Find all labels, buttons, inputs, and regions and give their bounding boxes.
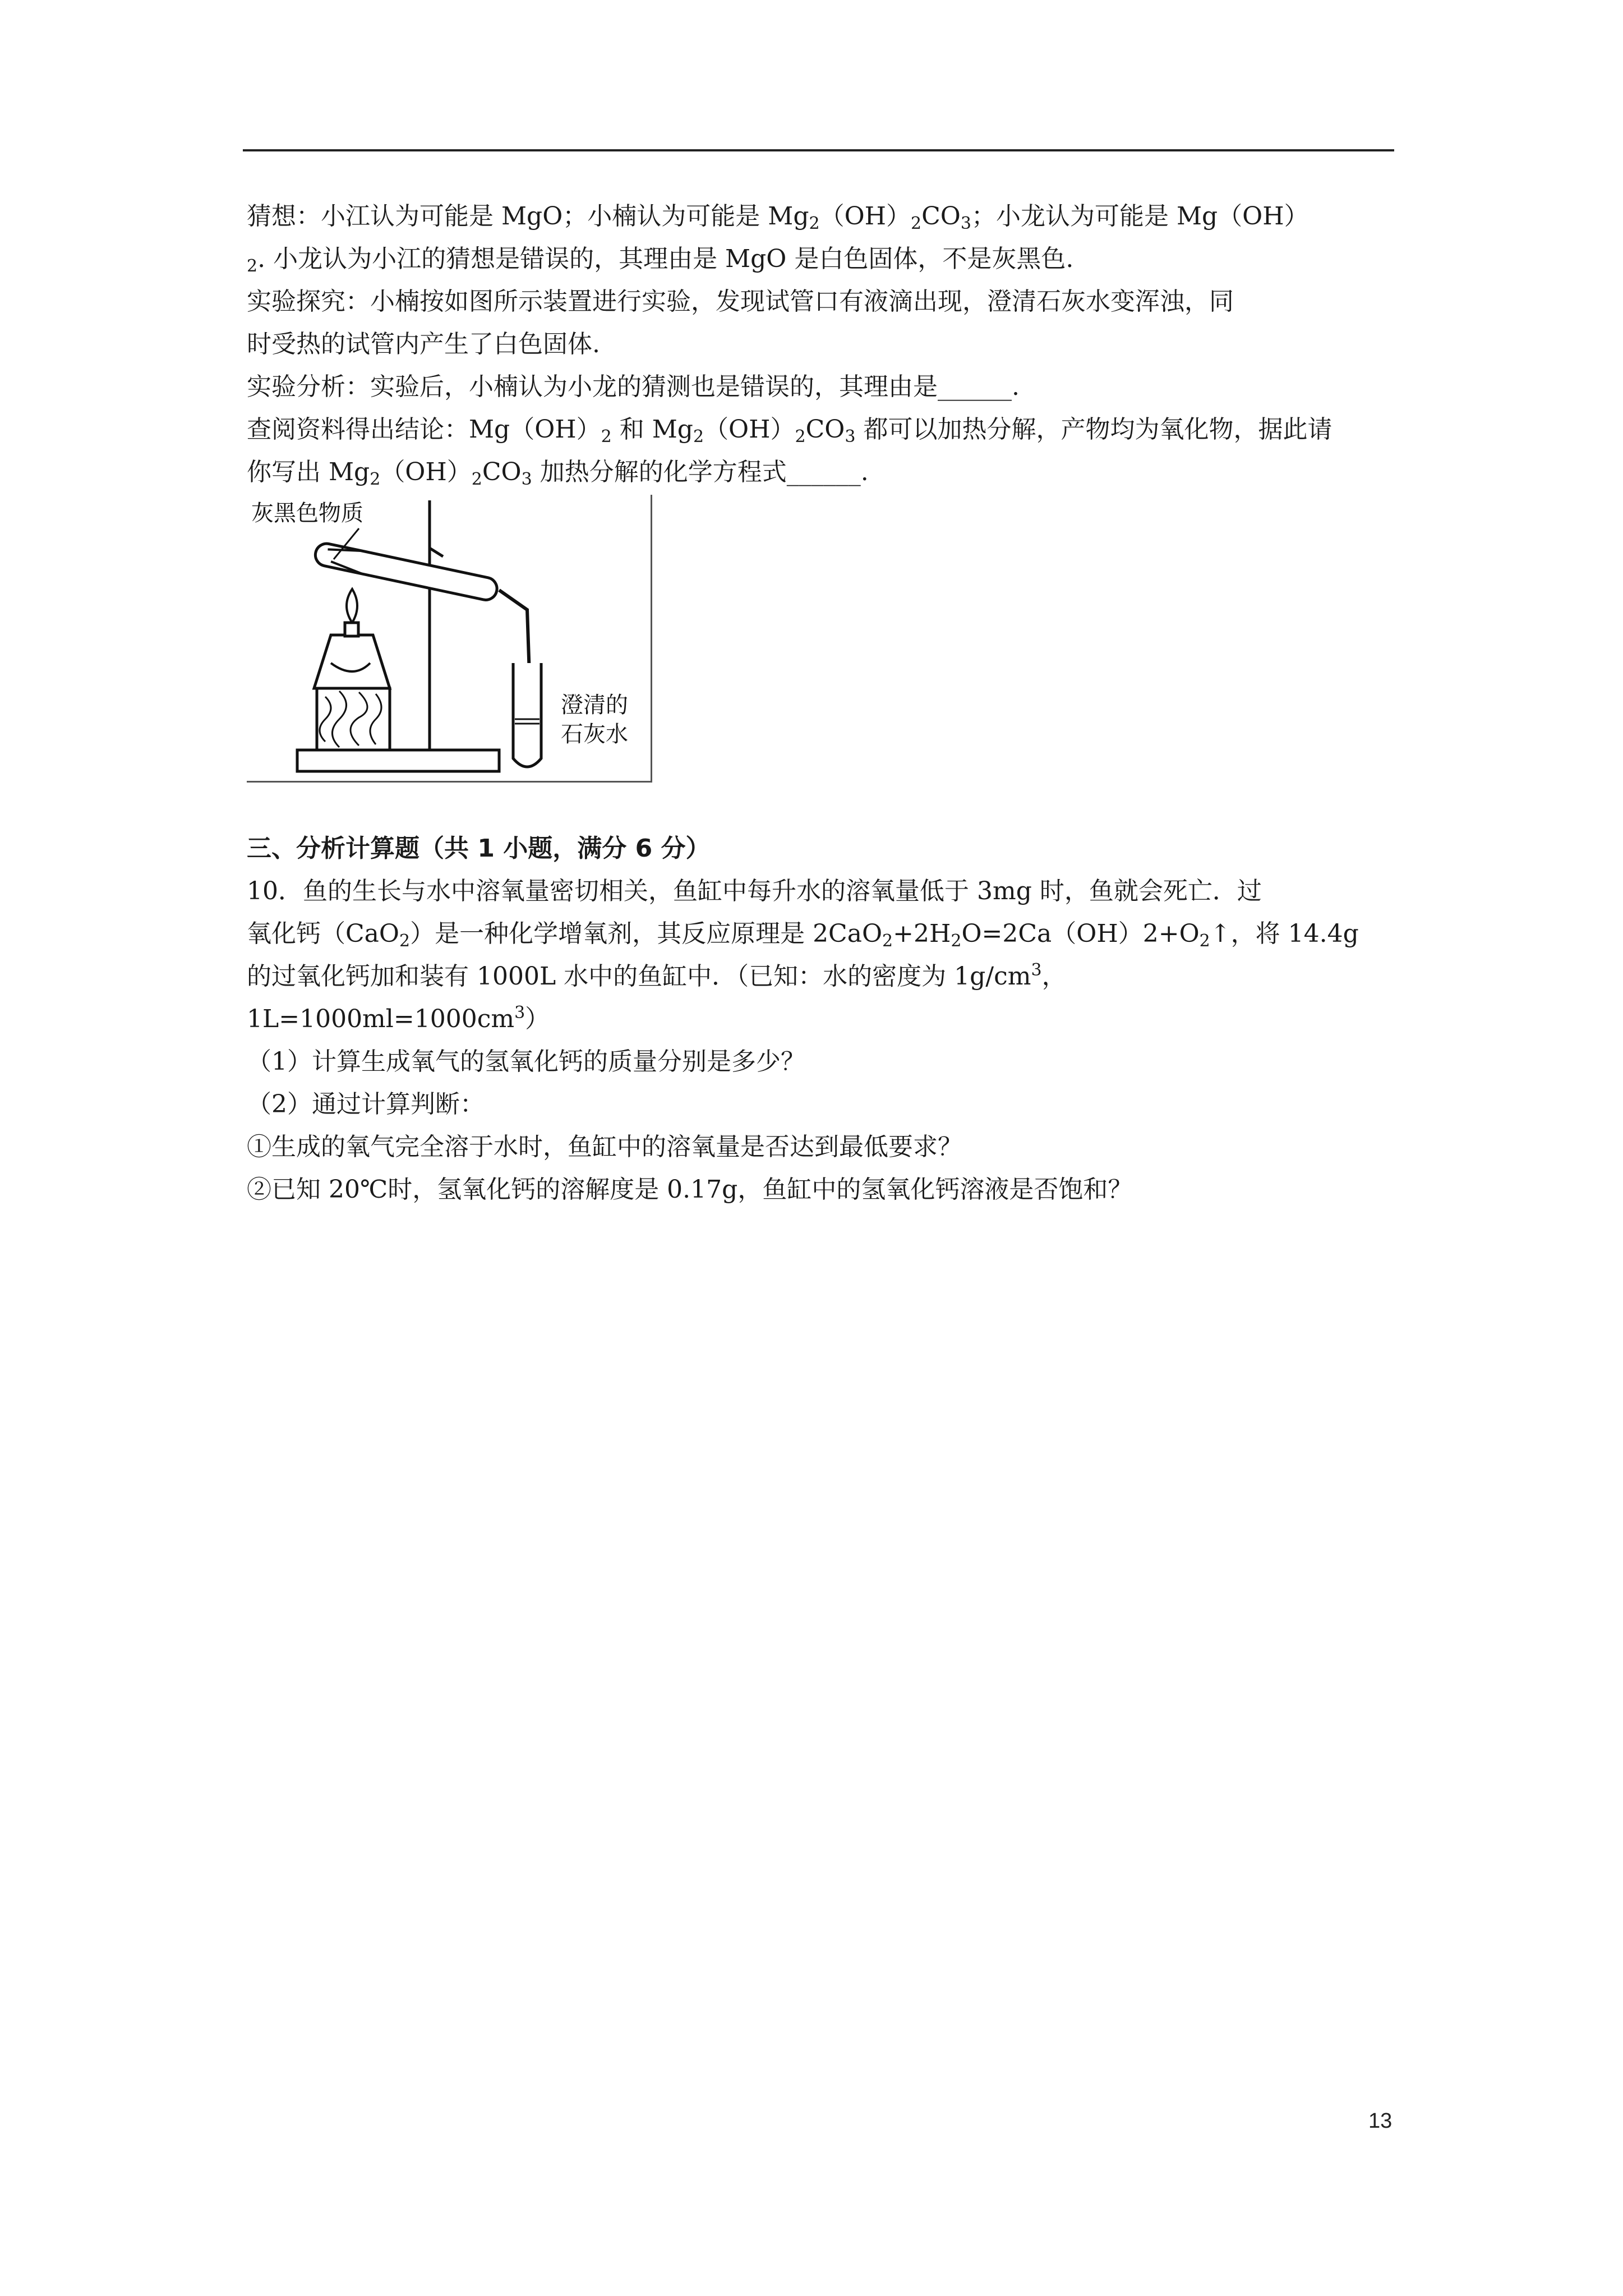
question-line: （2）通过计算判断：	[247, 1090, 485, 1119]
section-heading: 三、分析计算题（共 1 小题，满分 6 分）	[247, 834, 711, 863]
question-line: （1）计算生成氧气的氢氧化钙的质量分别是多少？	[247, 1047, 805, 1076]
question-line: ②已知 20℃时，氢氧化钙的溶解度是 0.17g，鱼缸中的氢氧化钙溶液是否饱和？	[247, 1175, 1133, 1204]
page-number: 13	[1368, 2109, 1393, 2133]
text-line: $_2$. 小龙认为小江的猜想是错误的，其理由是 MgO 是白色固体，不是灰黑色.	[247, 245, 1074, 276]
question-line: ①生成的氧气完全溶于水时，鱼缸中的溶氧量是否达到最低要求？	[247, 1133, 962, 1161]
question-line: 10．鱼的生长与水中溶氧量密切相关，鱼缸中每升水的溶氧量低于 3mg 时，鱼就会死亡．过	[247, 877, 1262, 905]
page-content	[247, 195, 1396, 1211]
question-line: 的过氧化钙加和装有 1000L 水中的鱼缸中．（已知：水的密度为 $1g/cm^3$，	[247, 960, 1067, 991]
text-line: 你写出 $Mg_2(OH)_2CO_3$ 加热分解的化学方程式______.	[247, 458, 869, 489]
label-gray-black-substance: 灰黑色物质	[251, 500, 363, 526]
question-line: 氧化钙（CaO$_2$）是一种化学增氧剂，其反应原理是 $2CaO_2+2H_2O=2Ca(OH)2+O_2↑$，将 14.4g	[247, 919, 1359, 951]
flame	[347, 589, 357, 623]
question-line: $1L=1000ml=1000cm^3$）	[247, 1003, 550, 1033]
alcohol-lamp	[314, 635, 390, 688]
text-line: 查阅资料得出结论：$Mg(OH)_2$ 和 $Mg_2(OH)_2CO_3$ 都可以加热分解，产物均为氧化物，据此请	[247, 415, 1332, 447]
text-line: 实验探究：小楠按如图所示装置进行实验，发现试管口有液滴出现，澄清石灰水变浑浊，同	[247, 287, 1234, 316]
text-line: 实验分析：实验后，小楠认为小龙的猜测也是错误的，其理由是______.	[247, 372, 1020, 401]
text-line: 时受热的试管内产生了白色固体.	[247, 330, 600, 358]
label-limewater-line1: 澄清的	[561, 692, 628, 718]
label-limewater-line2: 石灰水	[561, 721, 628, 747]
stand-base	[297, 750, 499, 771]
header-rule	[243, 149, 1394, 151]
text-line: 猜想：小江认为可能是 MgO；小楠认为可能是 $Mg_2(OH)_2CO_3$；小龙认为可能是 Mg（OH）	[247, 202, 1309, 233]
apparatus-figure	[247, 495, 652, 783]
receiving-tube	[513, 663, 541, 767]
clamp	[430, 548, 443, 556]
